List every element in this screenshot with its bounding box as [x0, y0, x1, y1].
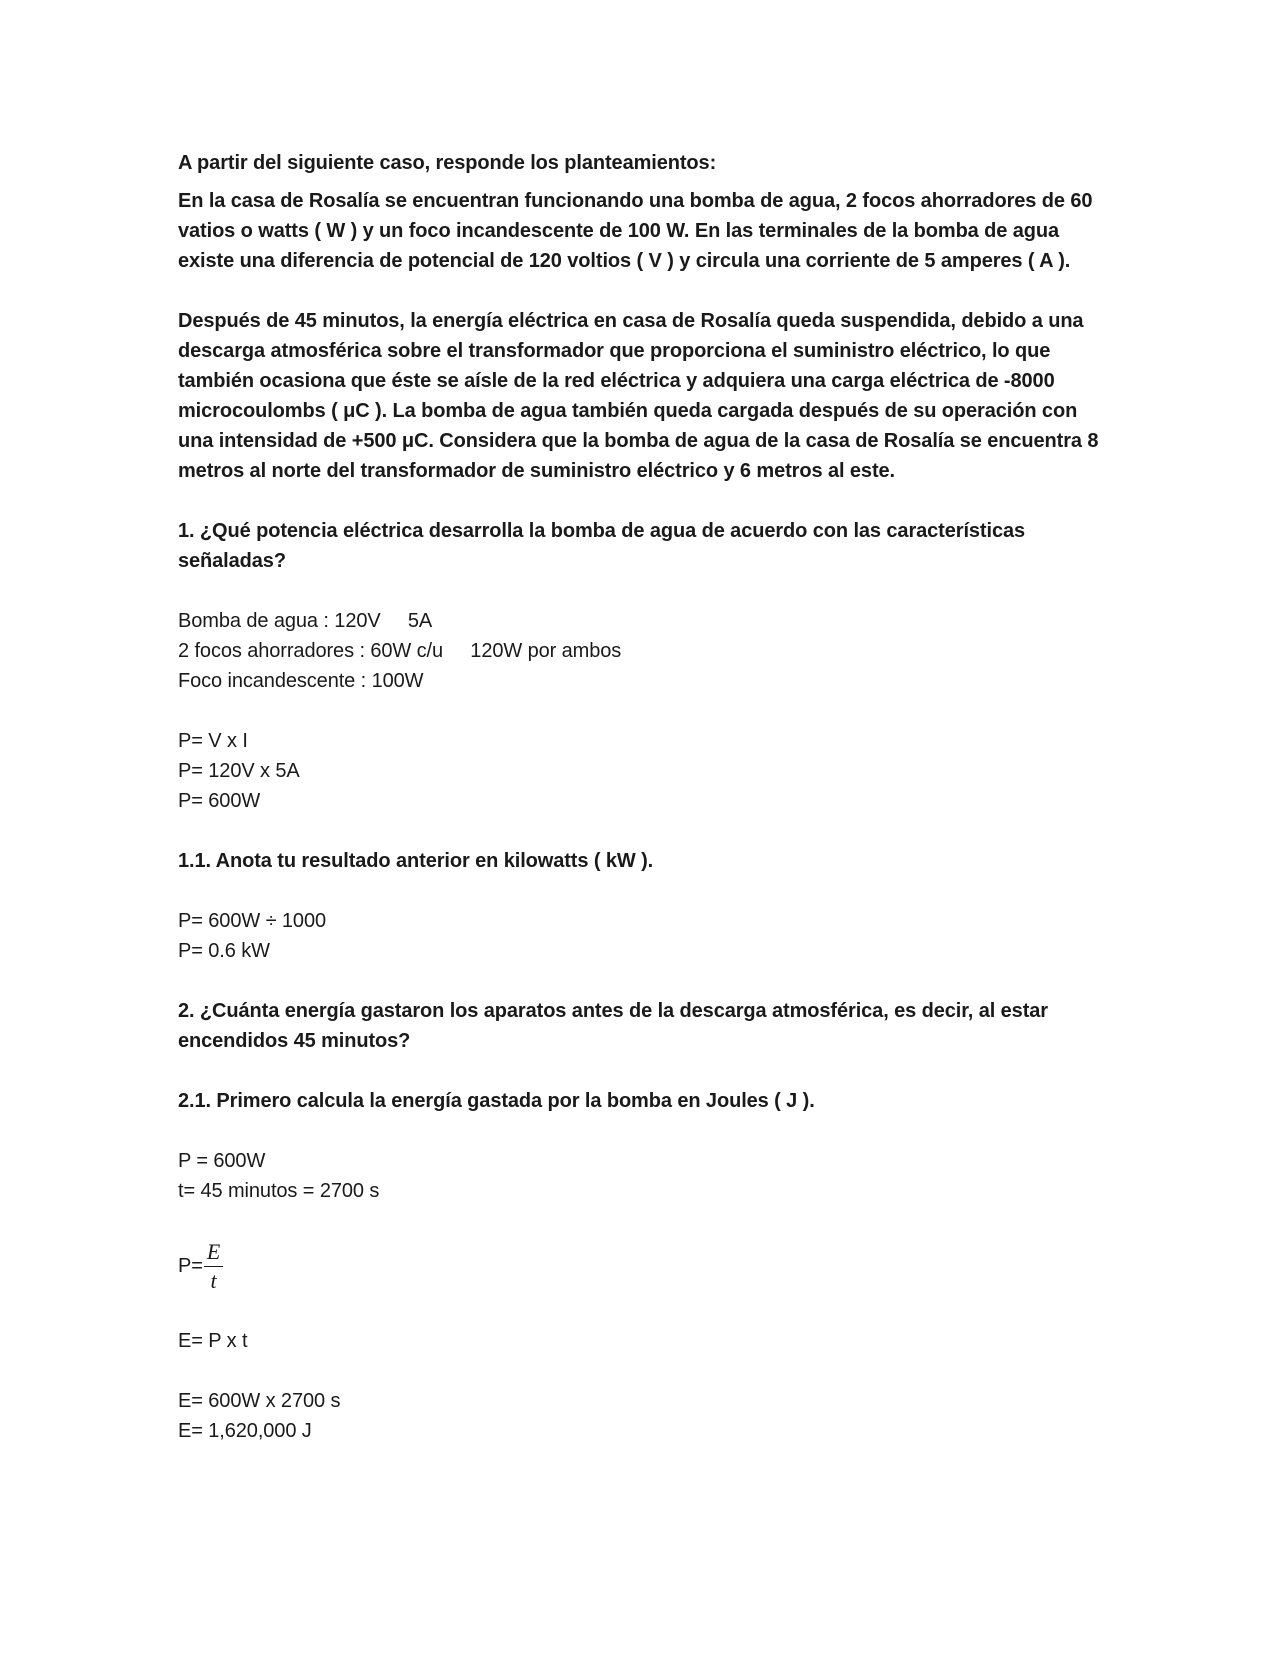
- solution-step: P= 120V x 5A: [178, 760, 300, 782]
- data-line: Bomba de agua : 120V 5A: [178, 610, 433, 632]
- solution-step: E= 600W x 2700 s: [178, 1390, 341, 1412]
- question-2-1: 2.1. Primero calcula la energía gastada por la bomba en Joules ( J ).: [178, 1090, 815, 1112]
- energy-formula: E= P x t: [178, 1330, 248, 1352]
- q2-1-given: [178, 1146, 1108, 1206]
- solution-step: E= 1,620,000 J: [178, 1420, 312, 1442]
- data-line: 2 focos ahorradores : 60W c/u 120W por ambos: [178, 640, 622, 662]
- given-value: t= 45 minutos = 2700 s: [178, 1180, 380, 1202]
- data-line: Foco incandescente : 100W: [178, 670, 424, 692]
- data-list: [178, 606, 1108, 696]
- document-body: [178, 148, 1108, 1446]
- q1-1-solution: [178, 906, 1108, 966]
- solution-step: P= 600W ÷ 1000: [178, 910, 327, 932]
- case-paragraph-1: En la casa de Rosalía se encuentran funcionando una bomba de agua, 2 focos ahorradores de 60 vatios o watts ( W ) y un foco incandescente de 100 W. En las terminales de la bomba de agua existe una diferencia de potencial de 120 voltios ( V ) y circula una corriente de 5 amperes ( A ).: [178, 190, 1093, 272]
- question-1-1: 1.1. Anota tu resultado anterior en kilowatts ( kW ).: [178, 850, 654, 872]
- energy-solution: [178, 1386, 1108, 1446]
- question-2: 2. ¿Cuánta energía gastaron los aparatos antes de la descarga atmosférica, es decir, al estar encendidos 45 minutos?: [178, 1000, 1048, 1052]
- fraction-numerator: E: [204, 1239, 223, 1267]
- solution-step: P= V x I: [178, 730, 248, 752]
- solution-step: P= 0.6 kW: [178, 940, 270, 962]
- fraction-denominator: t: [210, 1267, 217, 1293]
- q1-solution: [178, 726, 1108, 816]
- power-formula: [178, 1236, 1108, 1296]
- case-paragraph-2: Después de 45 minutos, la energía eléctrica en casa de Rosalía queda suspendida, debido a una descarga atmosférica sobre el transformador que proporciona el suministro eléctrico, lo que también ocasiona que éste se aísle de la red eléctrica y adquiera una carga eléctrica de -8000 microcoulombs ( μC ). La bomba de agua también queda cargada después de su operación con una intensidad de +500 μC. Considera que la bomba de agua de la casa de Rosalía se encuentra 8 metros al norte del transformador de suministro eléctrico y 6 metros al este.: [178, 310, 1099, 482]
- given-value: P = 600W: [178, 1150, 266, 1172]
- formula-prefix: P=: [178, 1255, 203, 1277]
- solution-step: P= 600W: [178, 790, 261, 812]
- intro-heading: A partir del siguiente caso, responde los planteamientos:: [178, 152, 717, 174]
- formula-fraction: [204, 1239, 223, 1294]
- question-1: 1. ¿Qué potencia eléctrica desarrolla la bomba de agua de acuerdo con las características señaladas?: [178, 520, 1026, 572]
